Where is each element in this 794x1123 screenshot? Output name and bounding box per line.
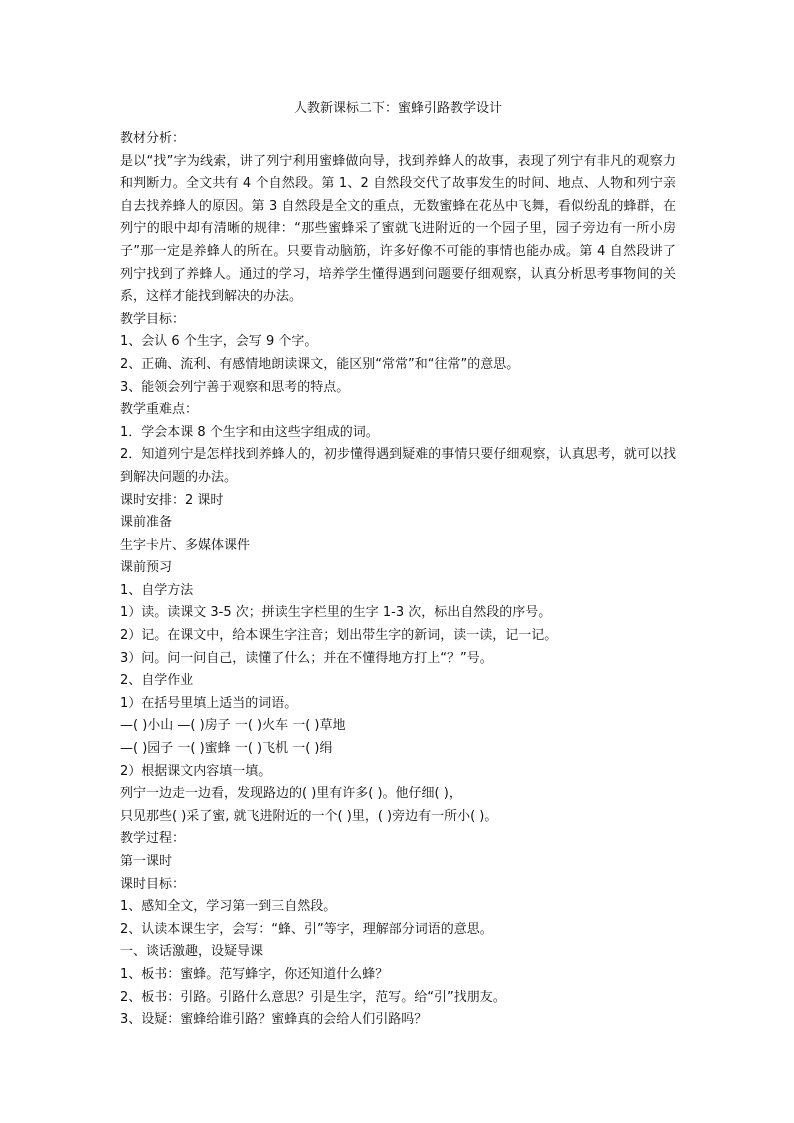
document-page [120,98,676,1032]
method-item: 2）记。在课文中，给本课生字注音；划出带生字的新词，读一读，记一记。 [120,628,558,644]
homework-item: 1）在括号里填上适当的词语。 [120,695,298,711]
goal-item: 3、能领会列宁善于观察和思考的特点。 [120,379,350,395]
document-title: 人教新课标二下：蜜蜂引路教学设计 [293,101,502,116]
key-point-item: 1．学会本课 8 个生字和由这些字组成的词。 [120,424,379,440]
process-heading: 教学过程： [120,831,186,847]
lesson-one-heading: 第一课时 [120,854,173,869]
key-point-item: 2．知道列宁是怎样找到养蜂人的，初步懂得遇到疑难的事情只要仔细观察，认真思考，就可以找到解决问题的办法。 [120,447,676,485]
fill-sentence: 列宁一边走一边看，发现路边的( )里有许多( )。他仔细( )， [120,786,462,802]
fill-row: —( )园子 一( )蜜蜂 一( )飞机 一( )绢 [120,741,333,757]
method-item: 3）问。问一问自己，读懂了什么；并在不懂得地方打上“？”号。 [120,650,493,666]
fill-row: —( )小山 —( )房子 一( )火车 一( )草地 [120,718,346,734]
goal-item: 2、正确、流利、有感情地朗读课文，能区别“常常”和“往常”的意思。 [120,356,520,372]
lesson-goals-heading: 课时目标： [120,876,186,892]
step-item: 2、板书：引路。引路什么意思？引是生字，范写。给“引”找朋友。 [120,989,506,1005]
step-item: 1、板书：蜜蜂。范写蜂字，你还知道什么蜂？ [120,966,389,982]
goal-item: 1、会认 6 个生字，会写 9 个字。 [120,334,318,350]
prep-heading: 课前准备 [120,515,173,531]
fill-sentence: 只见那些( )采了蜜, 就飞进附近的一个( )里，( )旁边有一所小( )。 [120,808,498,824]
step-item: 3、设疑：蜜蜂给谁引路？蜜蜂真的会给人们引路吗？ [120,1012,428,1028]
homework-item: 2）根据课文内容填一填。 [120,763,272,779]
step-one-heading: 一、谈话激趣，设疑导课 [120,944,264,960]
analysis-text: 是以“找”字为线索，讲了列宁利用蜜蜂做向导，找到养蜂人的故事，表现了列宁有非凡的观察力和判断力。全文共有 4 个自然段。第 1、2 自然段交代了故事发生的时间、地点、人物和列宁亲自去找养蜂人的原因。第 3 自然段是全文的重点，无数蜜蜂在花丛中飞舞，看似纷乱的蜂群，在列宁的眼中却有清晰的规律：“那些蜜蜂采了蜜就飞进附近的一个园子里，园子旁边有一所小房子”那一定是养蜂人的所在。只要肯动脑筋，许多好像不可能的事情也能办成。第 4 自然段讲了列宁找到了养蜂人。通过的学习，培养学生懂得遇到问题要仔细观察，认真分析思考事物间的关系，这样才能找到解决的办法。 [120,153,676,305]
analysis-heading: 教材分析： [120,131,186,146]
lesson-goal-item: 1、感知全文，学习第一到三自然段。 [120,899,337,915]
prep-items: 生字卡片、多媒体课件 [120,537,251,553]
homework-heading: 2、自学作业 [120,673,194,689]
goals-heading: 教学目标： [120,311,186,327]
schedule-line: 课时安排：2 课时 [120,492,224,508]
method-item: 1）读。读课文 3-5 次；拼读生字栏里的生字 1-3 次，标出自然段的序号。 [120,605,552,621]
self-study-method-heading: 1、自学方法 [120,582,194,598]
lesson-goal-item: 2、认读本课生字，会写：“蜂、引”等字，理解部分词语的意思。 [120,921,493,937]
key-points-heading: 教学重难点： [120,402,199,418]
preview-heading: 课前预习 [120,560,173,576]
